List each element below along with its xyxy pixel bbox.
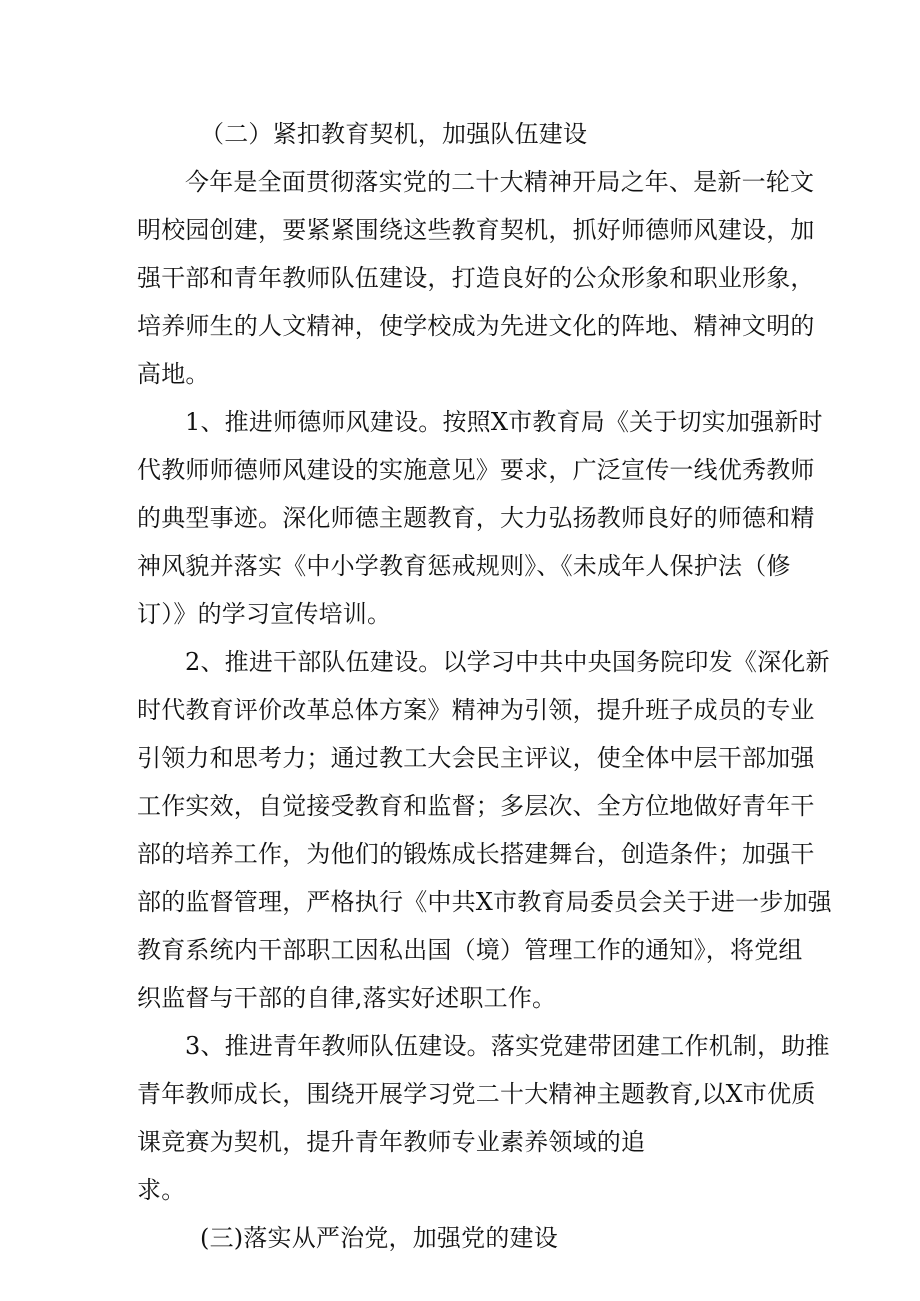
section-heading-2: （二）紧扣教育契机，加强队伍建设: [200, 120, 588, 148]
intro-line-2: 明校园创建，要紧紧围绕这些教育契机，抓好师德师风建设，加: [137, 216, 815, 244]
item3-line-4: 求。: [137, 1176, 186, 1204]
item2-line-3: 引领力和思考力；通过教工大会民主评议，使全体中层干部加强: [137, 744, 815, 772]
item2-line-8: 织监督与干部的自律,落实好述职工作。: [137, 984, 557, 1012]
intro-line-1: 今年是全面贯彻落实党的二十大精神开局之年、是新一轮文: [185, 168, 815, 196]
item1-line-1: 1、推进师德师风建设。按照X市教育局《关于切实加强新时: [185, 408, 823, 436]
section-heading-3: (三)落实从严治党，加强党的建设: [200, 1224, 558, 1252]
item2-line-1: 2、推进干部队伍建设。以学习中共中央国务院印发《深化新: [185, 648, 830, 676]
item1-line-5: 订）》的学习宣传培训。: [137, 600, 392, 628]
intro-line-3: 强干部和青年教师队伍建设，打造良好的公众形象和职业形象，: [137, 264, 815, 292]
item2-line-2: 时代教育评价改革总体方案》精神为引领，提升班子成员的专业: [137, 696, 815, 724]
item3-line-1: 3、推进青年教师队伍建设。落实党建带团建工作机制，助推: [185, 1032, 830, 1060]
item2-line-6: 部的监督管理，严格执行《中共X市教育局委员会关于进一步加强: [137, 888, 832, 916]
item2-line-5: 部的培养工作，为他们的锻炼成长搭建舞台，创造条件；加强干: [137, 840, 815, 868]
intro-line-5: 高地。: [137, 360, 210, 388]
intro-line-4: 培养师生的人文精神，使学校成为先进文化的阵地、精神文明的: [137, 312, 815, 340]
item3-line-3: 课竞赛为契机，提升青年教师专业素养领域的追: [137, 1128, 646, 1156]
item3-line-2: 青年教师成长，围绕开展学习党二十大精神主题教育,以X市优质: [137, 1080, 816, 1108]
item1-line-3: 的典型事迹。深化师德主题教育，大力弘扬教师良好的师德和精: [137, 504, 815, 532]
item1-line-4: 神风貌并落实《中小学教育惩戒规则》、《未成年人保护法（修: [137, 552, 791, 580]
item1-line-2: 代教师师德师风建设的实施意见》要求，广泛宣传一线优秀教师: [137, 456, 815, 484]
item2-line-7: 教育系统内干部职工因私出国（境）管理工作的通知》，将党组: [137, 936, 803, 964]
item2-line-4: 工作实效，自觉接受教育和监督；多层次、全方位地做好青年干: [137, 792, 815, 820]
